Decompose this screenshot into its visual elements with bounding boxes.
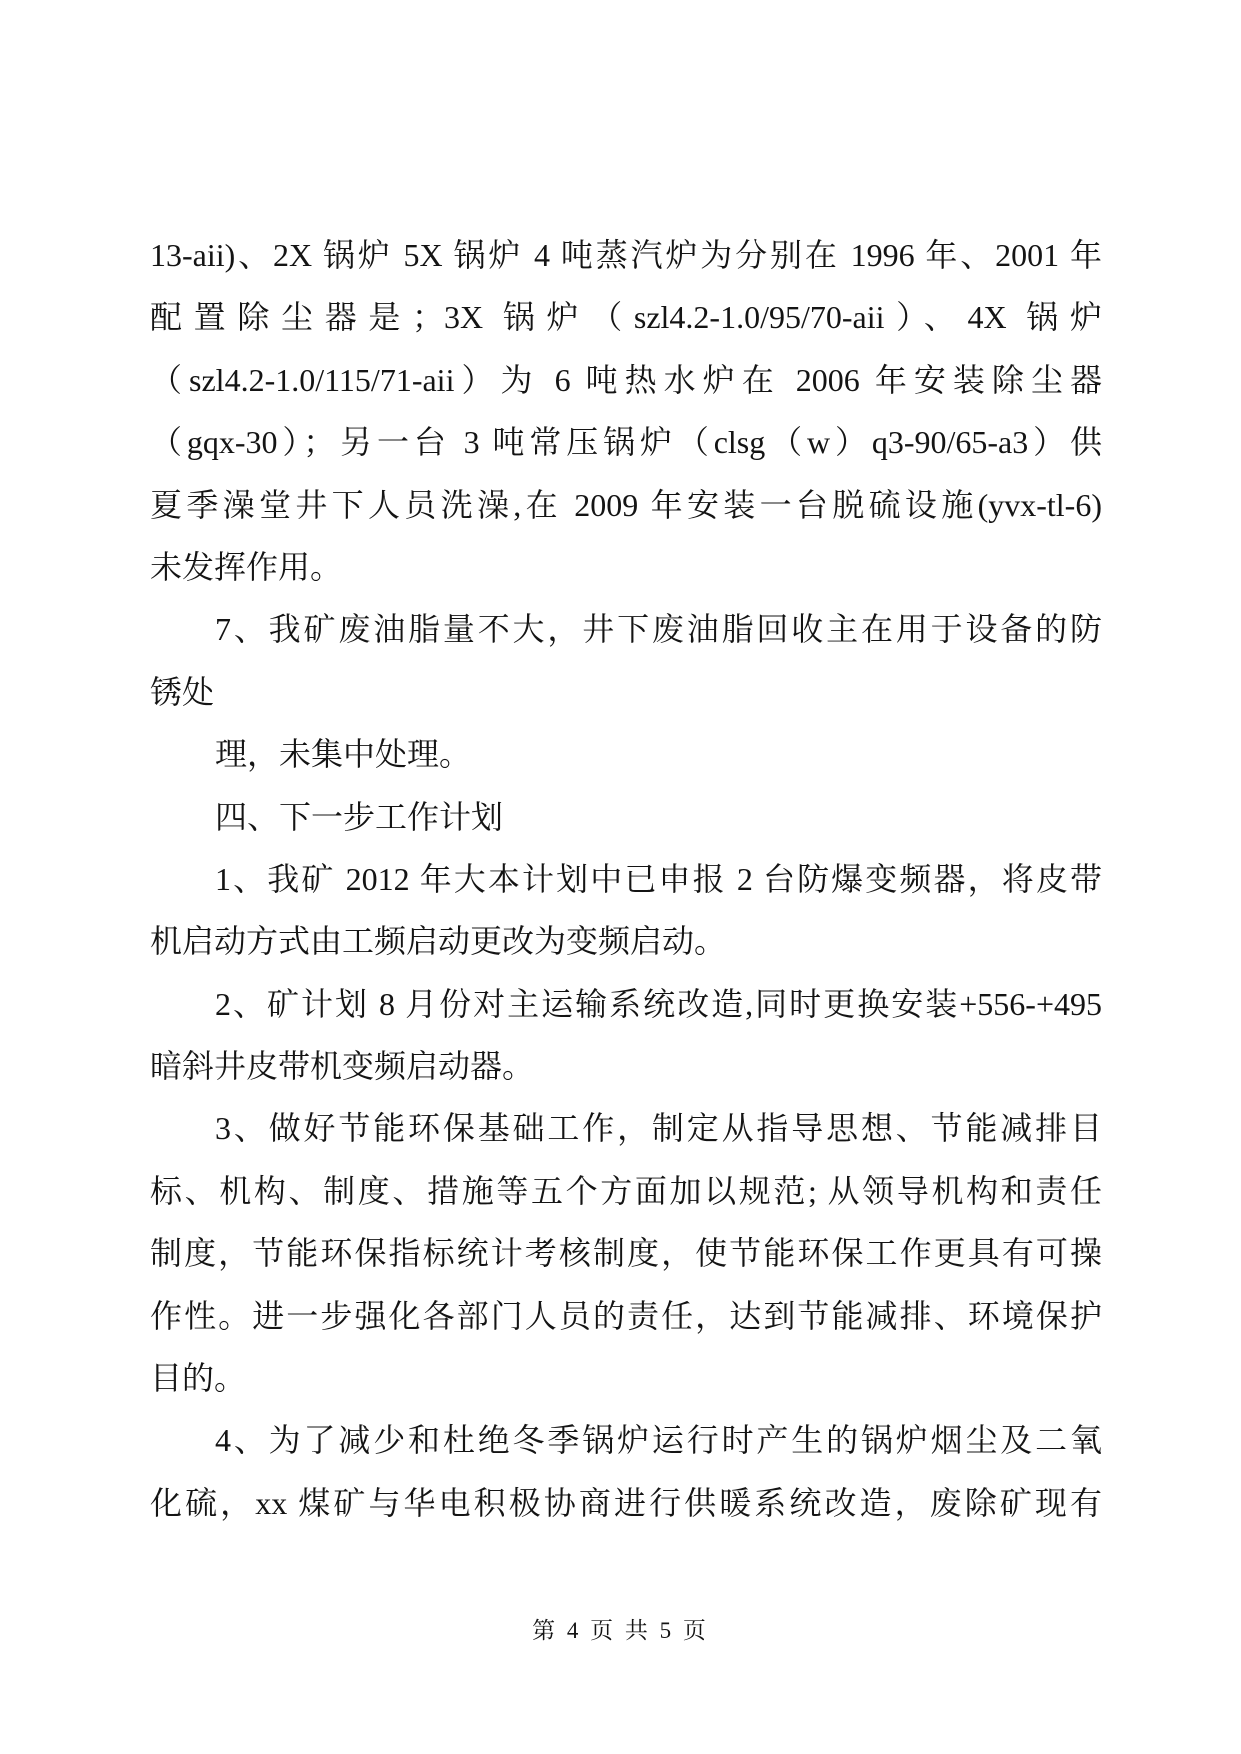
document-line: 四、下一步工作计划 (215, 798, 504, 835)
document-line: 锈处 (150, 673, 215, 710)
document-line: 3、做好节能环保基础工作，制定从指导思想、节能减排目 (215, 1110, 1102, 1147)
document-line: 7、我矿废油脂量不大，井下废油脂回收主在用于设备的防 (215, 611, 1102, 648)
document-line: 未发挥作用。 (150, 548, 343, 585)
page-number-indicator: 第 4 页 共 5 页 (532, 1618, 709, 1643)
document-line: 理，未集中处理。 (215, 736, 472, 773)
document-line: 配置除尘器是；3X 锅炉（szl4.2-1.0/95/70-aii）、4X 锅炉 (150, 299, 1102, 336)
document-line: 作性。进一步强化各部门人员的责任，达到节能减排、环境保护 (150, 1297, 1102, 1334)
document-line: 机启动方式由工频启动更改为变频启动。 (150, 923, 727, 960)
document-line: 目的。 (150, 1360, 247, 1397)
document-line: （gqx-30）；另一台 3 吨常压锅炉（clsg（w）q3-90/65-a3）供 (150, 424, 1102, 461)
document-line: 化硫，xx 煤矿与华电积极协商进行供暖系统改造，废除矿现有 (150, 1484, 1102, 1521)
document-line: （szl4.2-1.0/115/71-aii）为 6 吨热水炉在 2006 年安装除尘器 (150, 361, 1102, 398)
document-line: 暗斜井皮带机变频启动器。 (150, 1048, 535, 1085)
document-line: 4、为了减少和杜绝冬季锅炉运行时产生的锅炉烟尘及二氧 (215, 1422, 1102, 1459)
document-line: 夏季澡堂井下人员洗澡,在 2009 年安装一台脱硫设施(yvx-tl-6) (150, 486, 1102, 523)
page-footer (0, 1612, 1241, 1645)
document-body (150, 224, 1102, 1534)
document-line: 1、我矿 2012 年大本计划中已申报 2 台防爆变频器，将皮带 (215, 860, 1102, 897)
document-line: 13-aii)、2X 锅炉 5X 锅炉 4 吨蒸汽炉为分别在 1996 年、2001 年 (150, 237, 1102, 273)
document-line: 制度，节能环保指标统计考核制度，使节能环保工作更具有可操 (150, 1235, 1102, 1272)
document-line: 2、矿计划 8 月份对主运输系统改造,同时更换安装+556-+495 (215, 985, 1102, 1022)
document-line: 标、机构、制度、措施等五个方面加以规范; 从领导机构和责任 (150, 1172, 1102, 1209)
